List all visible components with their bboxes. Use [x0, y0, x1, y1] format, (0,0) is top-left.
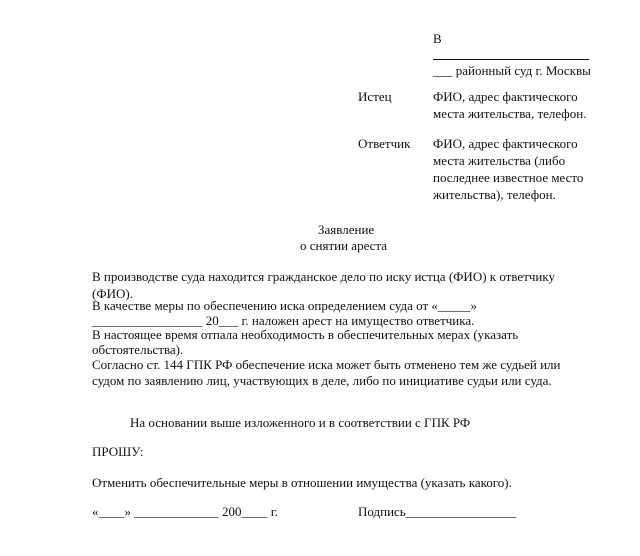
- document-title: Заявление: [318, 222, 375, 237]
- body-line-6: обстоятельства).: [92, 342, 184, 357]
- body-line-3: В качестве меры по обеспечению иска определением суда от «_____»: [92, 298, 477, 313]
- document-subtitle: о снятии ареста: [300, 238, 388, 253]
- court-prefix: В: [433, 31, 442, 46]
- plaintiff-line-2: места жительства, телефон.: [433, 106, 587, 121]
- request-label: ПРОШУ:: [92, 444, 144, 459]
- body-line-8: судом по заявлению лиц, участвующих в деле, либо по инициативе судьи или суда.: [92, 373, 552, 388]
- defendant-line-4: жительства), телефон.: [433, 187, 556, 202]
- body-line-1: В производстве суда находится гражданское дело по иску истца (ФИО) к ответчику: [92, 269, 555, 284]
- court-name-line: [433, 59, 589, 60]
- body-line-4: _________________ 20___ г. наложен арест на имущество ответчика.: [92, 313, 475, 328]
- date-field: «____» _____________ 200____ г.: [92, 504, 278, 519]
- defendant-line-3: последнее известное место: [433, 170, 584, 185]
- body-line-7: Согласно ст. 144 ГПК РФ обеспечение иска может быть отменено тем же судьей или: [92, 357, 561, 372]
- plaintiff-line-1: ФИО, адрес фактического: [433, 89, 578, 104]
- signature-field: Подпись_________________: [358, 504, 517, 519]
- body-line-5: В настоящее время отпала необходимость в обеспечительных мерах (указать: [92, 327, 519, 342]
- defendant-line-1: ФИО, адрес фактического: [433, 136, 578, 151]
- plaintiff-label: Истец: [358, 89, 392, 104]
- basis-text: На основании выше изложенного и в соответствии с ГПК РФ: [130, 415, 471, 430]
- defendant-label: Ответчик: [358, 136, 411, 151]
- defendant-line-2: места жительства (либо: [433, 153, 566, 168]
- court-name: ___ районный суд г. Москвы: [433, 63, 591, 78]
- request-text: Отменить обеспечительные меры в отношении имущества (указать какого).: [92, 475, 512, 490]
- body-line-2: (ФИО).: [92, 286, 133, 301]
